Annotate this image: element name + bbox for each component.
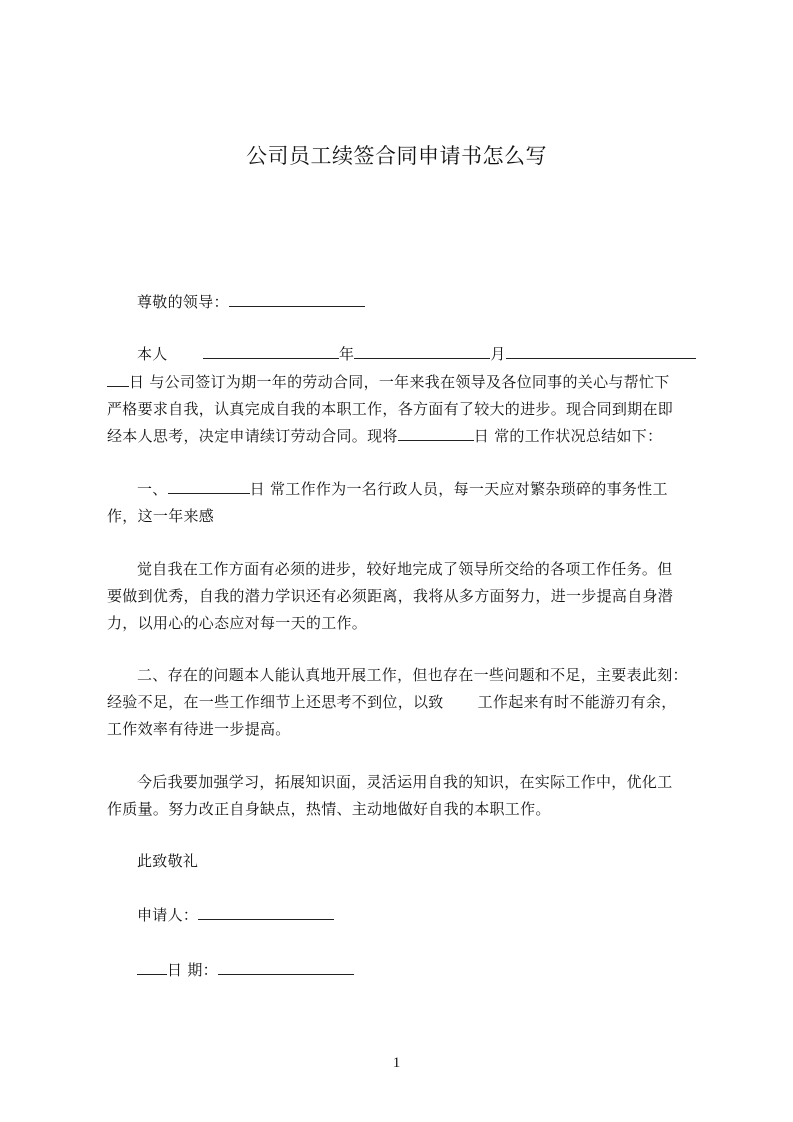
intro-line-4b-text: 日 常的工作状况总结如下： xyxy=(473,427,663,445)
closing-text: 此致敬礼 xyxy=(137,852,199,870)
section1-line-1-text: 日 常工作作为一名行政人员，每一天应对繁杂琐碎的事务性工 xyxy=(249,480,668,498)
summary-blank xyxy=(398,426,474,441)
intro-self: 本人 xyxy=(137,345,168,363)
intro-line-4a-text: 经本人思考，决定申请续订劳动合同。现将 xyxy=(107,427,398,445)
greeting-text: 尊敬的领导： xyxy=(137,293,229,311)
intro-month-label: 月 xyxy=(490,345,506,363)
section1-prefix: 一、 xyxy=(137,480,168,498)
intro-line-2-text: 日 与公司签订为期一年的劳动合同，一年来我在领导及各位同事的关心与帮忙下 xyxy=(129,373,670,391)
applicant-label: 申请人： xyxy=(137,906,199,924)
section1-line-1 xyxy=(137,479,668,499)
date-blank xyxy=(218,960,354,975)
section2-line-2a-text: 经验不足，在一些工作细节上还思考不到位，以致 xyxy=(107,693,444,711)
section2-line-1: 二、存在的问题本人能认真地开展工作，但也存在一些问题和不足，主要表此刻： xyxy=(137,666,688,684)
day-blank xyxy=(506,344,696,359)
day-blank-continued xyxy=(107,372,129,387)
applicant-blank xyxy=(198,905,334,920)
section1-line-2: 作，这一年来感 xyxy=(107,507,215,525)
page-number: 1 xyxy=(392,1055,401,1071)
intro-line-3: 严格要求自我，认真完成自我的本职工作，各方面有了较大的进步。现合同到期在即 xyxy=(107,400,674,418)
date-prefix-blank xyxy=(137,960,167,975)
section1-blank xyxy=(168,479,250,494)
paragraph2-line-1: 觉自我在工作方面有必须的进步，较好地完成了领导所交给的各项工作任务。但 xyxy=(137,560,673,578)
intro-line-2 xyxy=(107,372,670,392)
month-blank xyxy=(354,344,490,359)
year-blank xyxy=(203,344,339,359)
section2-line-2 xyxy=(107,692,677,712)
greeting-line xyxy=(137,292,365,312)
intro-line-4 xyxy=(107,426,662,446)
paragraph2-line-3: 力，以用心的心态应对每一天的工作。 xyxy=(107,614,368,632)
applicant-line xyxy=(137,905,334,925)
paragraph3-line-2: 作质量。努力改正自身缺点，热情、主动地做好自我的本职工作。 xyxy=(107,800,551,818)
section2-line-3: 工作效率有待进一步提高。 xyxy=(107,720,291,738)
leader-name-blank xyxy=(229,292,365,307)
section2-line-2b-text: 工作起来有时不能游刃有余， xyxy=(477,693,677,711)
date-label: 日 期： xyxy=(167,961,218,979)
paragraph3-line-1: 今后我要加强学习，拓展知识面，灵活运用自我的知识，在实际工作中，优化工 xyxy=(137,773,673,791)
date-line xyxy=(137,960,354,980)
intro-date-line xyxy=(203,344,696,364)
paragraph2-line-2: 要做到优秀，自我的潜力学识还有必须距离，我将从多方面努力，进一步提高自身潜 xyxy=(107,587,674,605)
intro-line-1 xyxy=(137,344,168,364)
document-title: 公司员工续签合同申请书怎么写 xyxy=(246,144,547,168)
intro-year-label: 年 xyxy=(339,345,355,363)
